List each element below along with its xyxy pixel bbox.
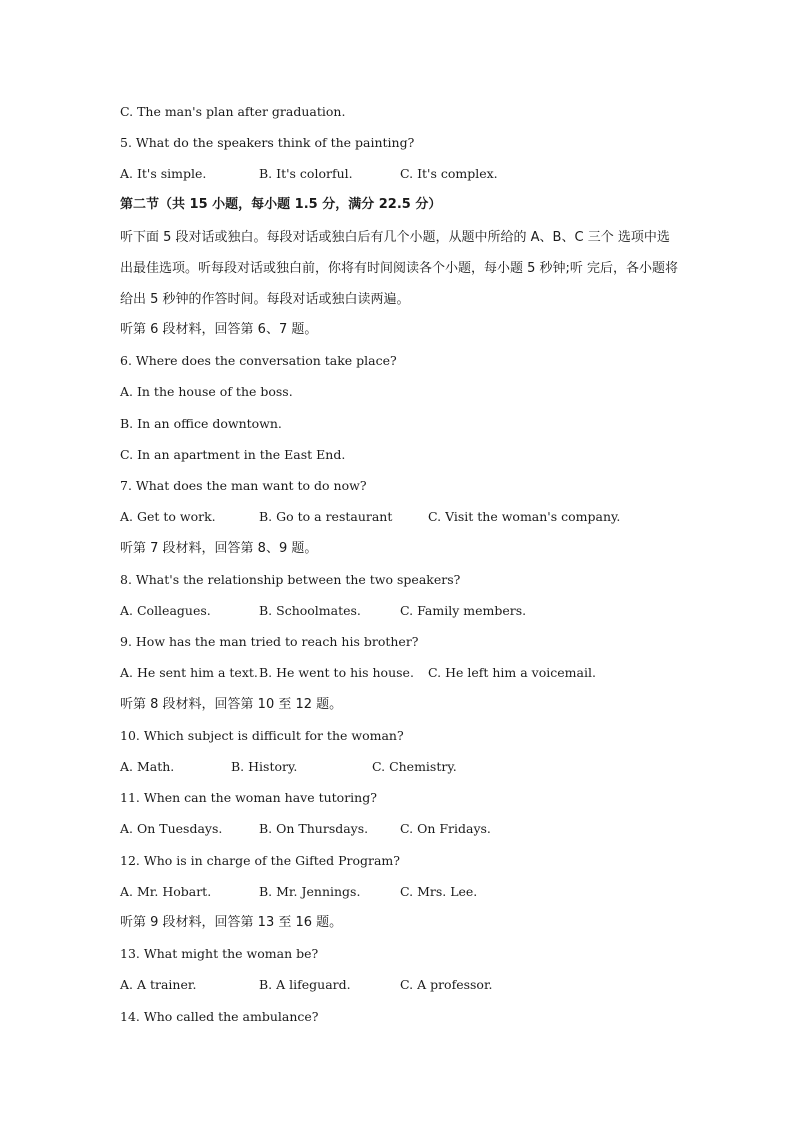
option-a: A. A trainer. [120, 977, 197, 992]
option-c: C. On Fridays. [400, 821, 491, 836]
option-a: A. Get to work. [120, 509, 216, 524]
material-6-heading: 听第 6 段材料，回答第 6、7 题。 [120, 322, 318, 337]
option-a: A. It's simple. [120, 166, 207, 181]
option-a: A. Colleagues. [120, 603, 211, 618]
material-7-heading: 听第 7 段材料，回答第 8、9 题。 [120, 541, 318, 556]
option-c: C. It's complex. [400, 166, 498, 181]
question-8: 8. What's the relationship between the two speakers? [120, 572, 461, 587]
option-b: B. A lifeguard. [259, 977, 351, 992]
option-b: B. On Thursdays. [259, 821, 369, 836]
question-6: 6. Where does the conversation take place? [120, 353, 397, 368]
option-b: B. Go to a restaurant [259, 509, 393, 524]
option-c: C. He left him a voicemail. [428, 665, 596, 680]
question-5: 5. What do the speakers think of the painting? [120, 135, 415, 150]
option-a: A. In the house of the boss. [120, 384, 293, 399]
option-c: C. A professor. [400, 977, 493, 992]
material-8-heading: 听第 8 段材料，回答第 10 至 12 题。 [120, 697, 343, 712]
question-12: 12. Who is in charge of the Gifted Program? [120, 853, 400, 868]
option-c: C. In an apartment in the East End. [120, 447, 346, 462]
option-a: A. On Tuesdays. [120, 821, 223, 836]
option-c: C. Mrs. Lee. [400, 884, 478, 899]
question-10: 10. Which subject is difficult for the woman? [120, 728, 404, 743]
option-b: B. It's colorful. [259, 166, 353, 181]
option-b: B. He went to his house. [259, 665, 414, 680]
option-b: B. History. [231, 759, 298, 774]
option-c: C. Family members. [400, 603, 527, 618]
option-c: C. Chemistry. [372, 759, 457, 774]
question-14: 14. Who called the ambulance? [120, 1009, 319, 1024]
option-c: C. Visit the woman's company. [428, 509, 621, 524]
option-b: B. Mr. Jennings. [259, 884, 361, 899]
option-b: B. Schoolmates. [259, 603, 361, 618]
question-11: 11. When can the woman have tutoring? [120, 790, 377, 805]
material-9-heading: 听第 9 段材料，回答第 13 至 16 题。 [120, 915, 343, 930]
option-a: A. Math. [120, 759, 175, 774]
section-heading: 第二节（共 15 小题，每小题 1.5 分，满分 22.5 分） [120, 197, 442, 212]
question-7: 7. What does the man want to do now? [120, 478, 367, 493]
option-b: B. In an office downtown. [120, 416, 282, 431]
option-line: C. The man's plan after graduation. [120, 104, 346, 119]
question-9: 9. How has the man tried to reach his brother? [120, 634, 419, 649]
instructions-paragraph: 听下面 5 段对话或独白。每段对话或独白后有几个小题，从题中所给的 A、B、C 三个 选项中选出最佳选项。听每段对话或独白前，你将有时间阅读各个小题，每小题 5 秒钟;听 完后，各小题将给出 5 秒钟的作答时间。每段对话或独白读两遍。 [120, 230, 679, 307]
option-a: A. He sent him a text. [120, 665, 258, 680]
question-13: 13. What might the woman be? [120, 946, 319, 961]
option-a: A. Mr. Hobart. [120, 884, 212, 899]
